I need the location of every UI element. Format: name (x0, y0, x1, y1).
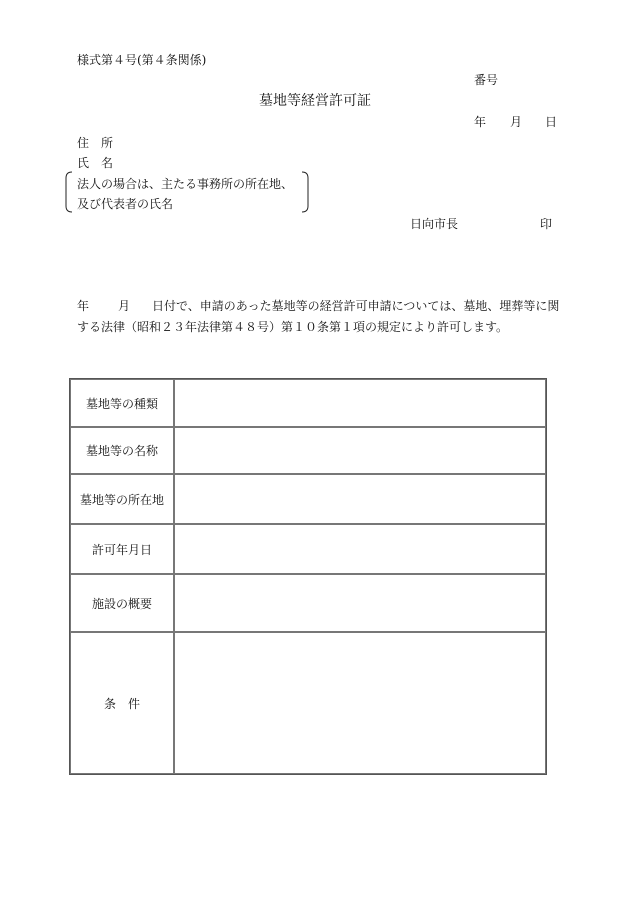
row-value-facility-overview[interactable] (174, 574, 546, 632)
issuer-mayor: 日向市長 (410, 217, 459, 231)
date-day-label: 日 (545, 115, 558, 129)
document-title: 墓地等経営許可証 (259, 93, 371, 109)
body-year-label: 年 (77, 299, 90, 313)
permit-table (69, 378, 547, 775)
form-number: 様式第４号(第４条関係) (77, 53, 207, 67)
row-label-conditions: 条 件 (70, 632, 174, 774)
name-label: 氏 名 (77, 156, 114, 170)
table-row (70, 574, 546, 632)
address-label: 住 所 (77, 136, 114, 150)
table-row (70, 524, 546, 574)
row-label-permit-date: 許可年月日 (70, 524, 174, 574)
row-label-cemetery-type: 墓地等の種類 (70, 379, 174, 427)
row-value-cemetery-location[interactable] (174, 474, 546, 524)
row-value-permit-date[interactable] (174, 524, 546, 574)
row-label-facility-overview: 施設の概要 (70, 574, 174, 632)
corporation-note-line2: 及び代表者の氏名 (77, 197, 174, 211)
row-value-cemetery-type[interactable] (174, 379, 546, 427)
corporation-note-line1: 法人の場合は、主たる事務所の所在地、 (77, 177, 294, 191)
table-row (70, 632, 546, 774)
issuer-seal-mark: 印 (540, 217, 553, 231)
table-row (70, 474, 546, 524)
row-value-conditions[interactable] (174, 632, 546, 774)
body-text-rest: 日付で、申請のあった墓地等の経営許可申請については、墓地、埋葬等に関 (152, 299, 560, 313)
body-text-line1 (77, 299, 559, 313)
body-text-line2: する法律（昭和２３年法律第４８号）第１０条第１項の規定により許可します。 (77, 320, 509, 334)
table-row (70, 379, 546, 427)
body-month-label: 月 (118, 299, 131, 313)
date-month-label: 月 (510, 115, 523, 129)
row-label-cemetery-location: 墓地等の所在地 (70, 474, 174, 524)
table-row (70, 427, 546, 474)
date-year-label: 年 (474, 115, 487, 129)
number-label: 番号 (474, 73, 499, 87)
row-label-cemetery-name: 墓地等の名称 (70, 427, 174, 474)
row-value-cemetery-name[interactable] (174, 427, 546, 474)
